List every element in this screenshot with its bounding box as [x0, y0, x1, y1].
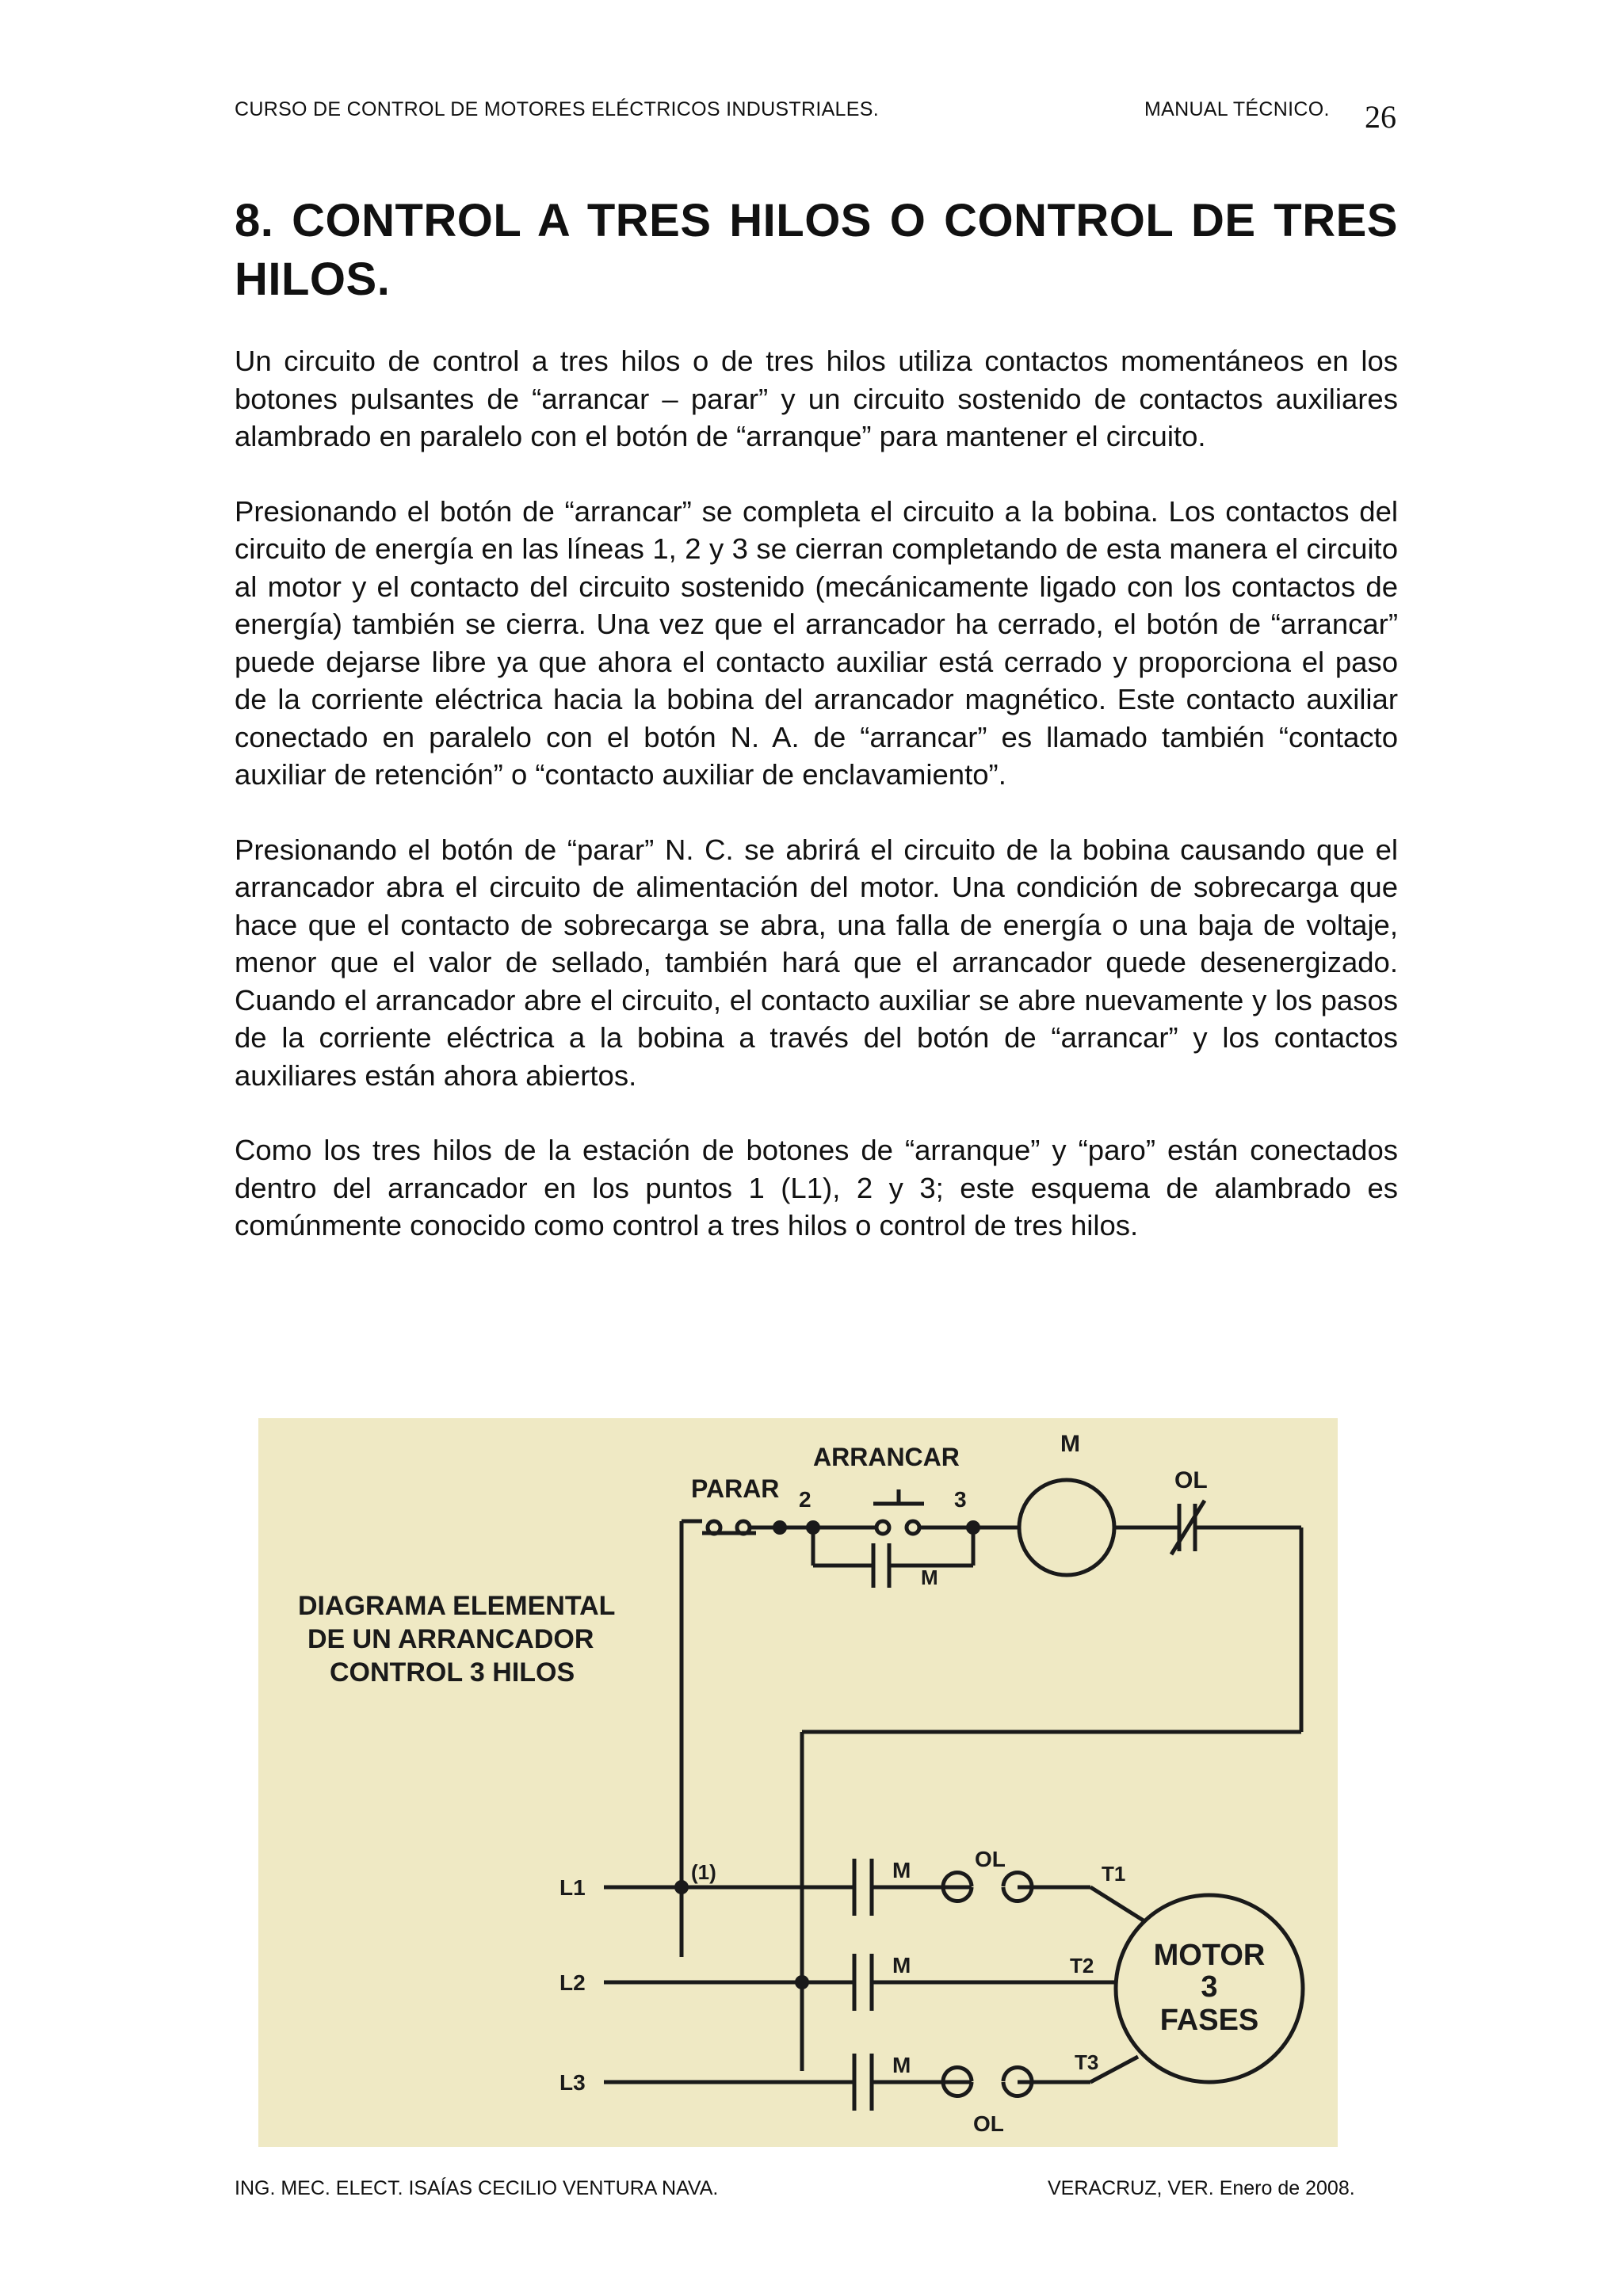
body-text: [235, 342, 1398, 1282]
overload-top-label: OL: [975, 1847, 1006, 1871]
diagram-caption-line1: DIAGRAMA ELEMENTAL: [298, 1591, 616, 1621]
page-number: 26: [1365, 99, 1396, 135]
point-1-label: (1): [691, 1860, 716, 1884]
footer-place-date: VERACRUZ, VER. Enero de 2008.: [1048, 2177, 1355, 2199]
terminal-t2-label: T2: [1070, 1954, 1094, 1978]
coil-label: M: [1060, 1431, 1080, 1457]
line-l3-label: L3: [559, 2070, 586, 2095]
header-course: CURSO DE CONTROL DE MOTORES ELÉCTRICOS INDUSTRIALES.: [235, 98, 879, 120]
motor-label-line3: FASES: [1159, 2004, 1259, 2037]
point-3-label: 3: [954, 1487, 967, 1512]
motor-label-line1: MOTOR: [1153, 1939, 1266, 1972]
start-button-label: ARRANCAR: [813, 1443, 960, 1471]
point-2-label: 2: [799, 1487, 812, 1512]
paragraph: Como los tres hilos de la estación de botones de “arranque” y “paro” están conectados dentro del arrancador en los puntos 1 (L1), 2 y 3; este esquema de alambrado es comúnmente conocido como control a tres hilos o control de tres hilos.: [235, 1134, 1398, 1241]
diagram-caption-line3: CONTROL 3 HILOS: [330, 1657, 575, 1688]
stop-button-label: PARAR: [691, 1474, 780, 1503]
line-l1-label: L1: [559, 1875, 586, 1900]
wiring-diagram-svg: [258, 1418, 1338, 2147]
paragraph: Un circuito de control a tres hilos o de tres hilos utiliza contactos momentáneos en los botones pulsantes de “arrancar – parar” y un circuito sostenido de contactos auxiliares alambrado en paralelo con el botón de “arranque” para mantener el circuito.: [235, 345, 1398, 452]
contact-m2-label: M: [892, 1953, 911, 1978]
motor-label-line2: 3: [1201, 1970, 1218, 2004]
contact-m3-label: M: [892, 2053, 911, 2077]
terminal-t3-label: T3: [1075, 2050, 1099, 2074]
wiring-diagram: [258, 1418, 1338, 2147]
section-title: 8. CONTROL A TRES HILOS O CONTROL DE TRES HILOS.: [235, 195, 1398, 305]
footer-author: ING. MEC. ELECT. ISAÍAS CECILIO VENTURA NAVA.: [235, 2177, 719, 2199]
header-manual: MANUAL TÉCNICO.: [1144, 98, 1330, 120]
aux-contact-label: M: [921, 1566, 938, 1589]
line-l2-label: L2: [559, 1970, 586, 1995]
diagram-caption-line2: DE UN ARRANCADOR: [307, 1624, 594, 1654]
contact-m1-label: M: [892, 1858, 911, 1882]
paragraph: Presionando el botón de “arrancar” se completa el circuito a la bobina. Los contactos del circuito de energía en las líneas 1, 2 y 3 se cierran completando de esta manera el circuito al motor y el contacto del circuito sostenido (mecánicamente ligado con los contactos de energía) también se cierra. Una vez que el arrancador ha cerrado, el botón de “arrancar” puede dejarse libre ya que ahora el contacto auxiliar está cerrado y proporciona el paso de la corriente eléctrica hacia la bobina del arrancador magnético. Este contacto auxiliar conectado en paralelo con el botón N. A. de “arrancar” es llamado también “contacto auxiliar de retención” o “contacto auxiliar de enclavamiento”.: [235, 494, 1398, 791]
terminal-t1-label: T1: [1102, 1862, 1126, 1886]
paragraph: Presionando el botón de “parar” N. C. se abrirá el circuito de la bobina causando que el arrancador abra el circuito de alimentación del motor. Una condición de sobrecarga que hace que el contacto de sobrecarga se abra, una falla de energía o una baja de voltaje, menor que el valor de sellado, también hará que el arrancador quede desenergizado. Cuando el arrancador abre el circuito, el contacto auxiliar se abre nuevamente y los pasos de la corriente eléctrica a la bobina a través del botón de “arrancar” y los contactos auxiliares están ahora abiertos.: [235, 833, 1398, 1092]
overload-bottom-label: OL: [973, 2111, 1004, 2136]
overload-contact-label: OL: [1174, 1467, 1208, 1493]
